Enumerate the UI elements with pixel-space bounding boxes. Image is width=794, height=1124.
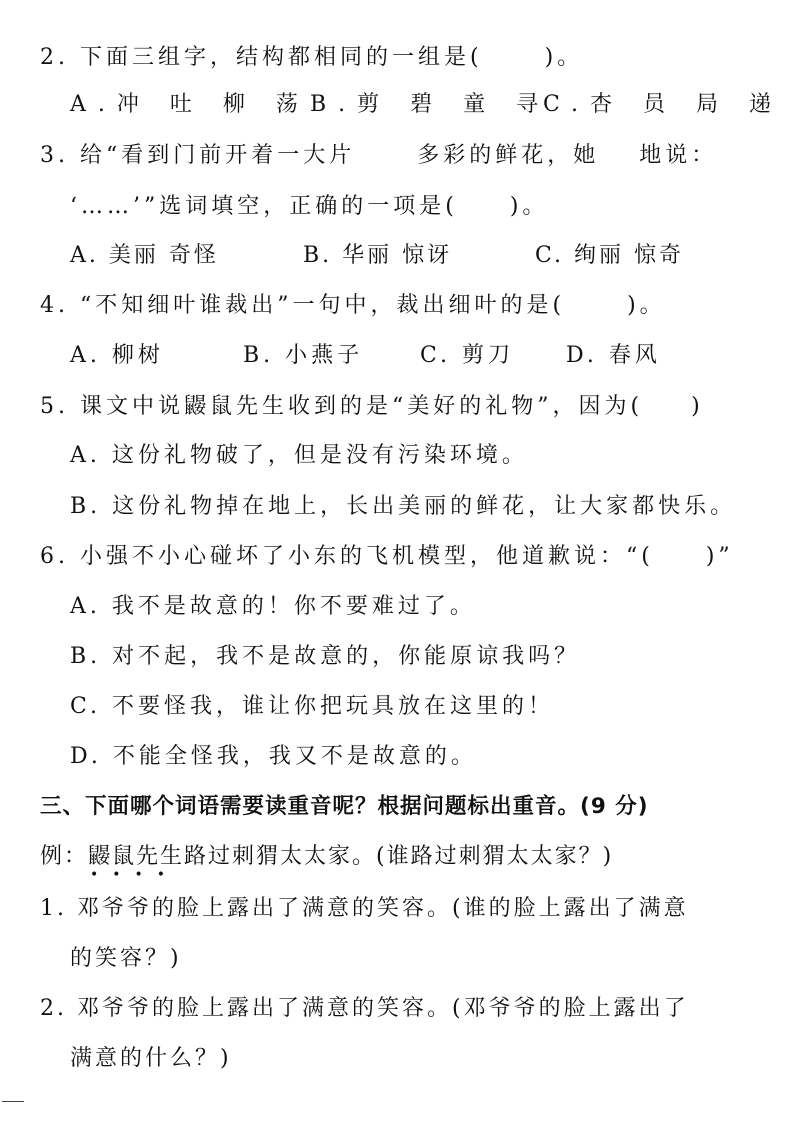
- q5-stem: 5. 课文中说鼹鼠先生收到的是“美好的礼物”，因为(: [40, 394, 644, 419]
- q2-stem-line: [40, 43, 583, 73]
- q6-stem-line: [40, 542, 734, 572]
- example-rest: 路过刺猬太太家。(谁路过刺猬太太家？): [184, 844, 614, 869]
- example-stressed-word[interactable]: [88, 842, 185, 883]
- item1-line1[interactable]: 1. 邓爷爷的脸上露出了满意的笑容。(谁的脸上露出了满意: [40, 896, 689, 921]
- section3-example: [40, 842, 614, 883]
- q4-option-c: C. 剪刀: [420, 343, 515, 368]
- item1-line2: 的笑容？): [70, 946, 182, 971]
- q6-option-a: A. 我不是故意的！你不要难过了。: [70, 594, 476, 619]
- q2-option-a: A.冲 吐 柳 荡: [70, 92, 310, 117]
- q4-option-d: D. 春风: [566, 343, 661, 368]
- q5-close: ): [691, 394, 704, 419]
- q4-close: )。: [627, 293, 666, 318]
- stress-dots: ••••: [90, 867, 180, 883]
- q3-stem-line2: [70, 192, 548, 222]
- example-label: 例：: [40, 844, 89, 869]
- q6-option-d: D. 不能全怪我，我又不是故意的。: [70, 744, 477, 769]
- example-marked: 鼹鼠先生: [88, 844, 185, 869]
- q5-option-b: B. 这份礼物掉在地上，长出美丽的鲜花，让大家都快乐。: [70, 494, 737, 519]
- q6-stem: 6. 小强不小心碰坏了小东的飞机模型，他道歉说：“(: [40, 544, 654, 569]
- q6-option-c: C. 不要怪我，谁让你把玩具放在这里的！: [70, 694, 555, 719]
- q6-close: )”: [705, 544, 734, 569]
- section3-title: 三、下面哪个词语需要读重音呢？根据问题标出重音。(9 分): [40, 794, 649, 819]
- q3-part1: 3. 给“看到门前开着一大片: [40, 143, 356, 168]
- q2-close: )。: [544, 45, 584, 70]
- q3-line2: ‘……’”选词填空，正确的一项是(: [70, 194, 458, 219]
- q3-stem-line1: [40, 141, 717, 171]
- q3-option-a: A. 美丽 奇怪: [70, 243, 219, 268]
- q2-option-b: B.剪 碧 童 寻: [310, 92, 551, 117]
- q4-stem-line: [40, 291, 666, 321]
- q2-stem: 2. 下面三组字，结构都相同的一组是(: [40, 45, 483, 70]
- q5-option-a: A. 这份礼物破了，但是没有污染环境。: [70, 443, 528, 468]
- q6-option-b: B. 对不起，我不是故意的，你能原谅我吗？: [70, 644, 581, 669]
- item2-line1[interactable]: 2. 邓爷爷的脸上露出了满意的笑容。(邓爷爷的脸上露出了: [40, 996, 689, 1021]
- page-divider: [2, 1101, 24, 1102]
- q3-option-c: C. 绚丽 惊奇: [535, 243, 685, 268]
- q2-option-c: C.杏 员 局 递: [543, 92, 784, 117]
- q3-option-b: B. 华丽 惊讶: [303, 243, 453, 268]
- q4-stem: 4. “不知细叶谁裁出”一句中，裁出细叶的是(: [40, 293, 566, 318]
- item2-line2: 满意的什么？): [70, 1046, 232, 1071]
- q3-part2: 多彩的鲜花，她: [417, 143, 600, 168]
- q4-option-a: A. 柳树: [70, 343, 164, 368]
- q5-stem-line: [40, 392, 704, 422]
- q3-part3: 地说：: [639, 143, 718, 168]
- q3-line2-close: )。: [509, 194, 549, 219]
- q4-option-b: B. 小燕子: [243, 343, 364, 368]
